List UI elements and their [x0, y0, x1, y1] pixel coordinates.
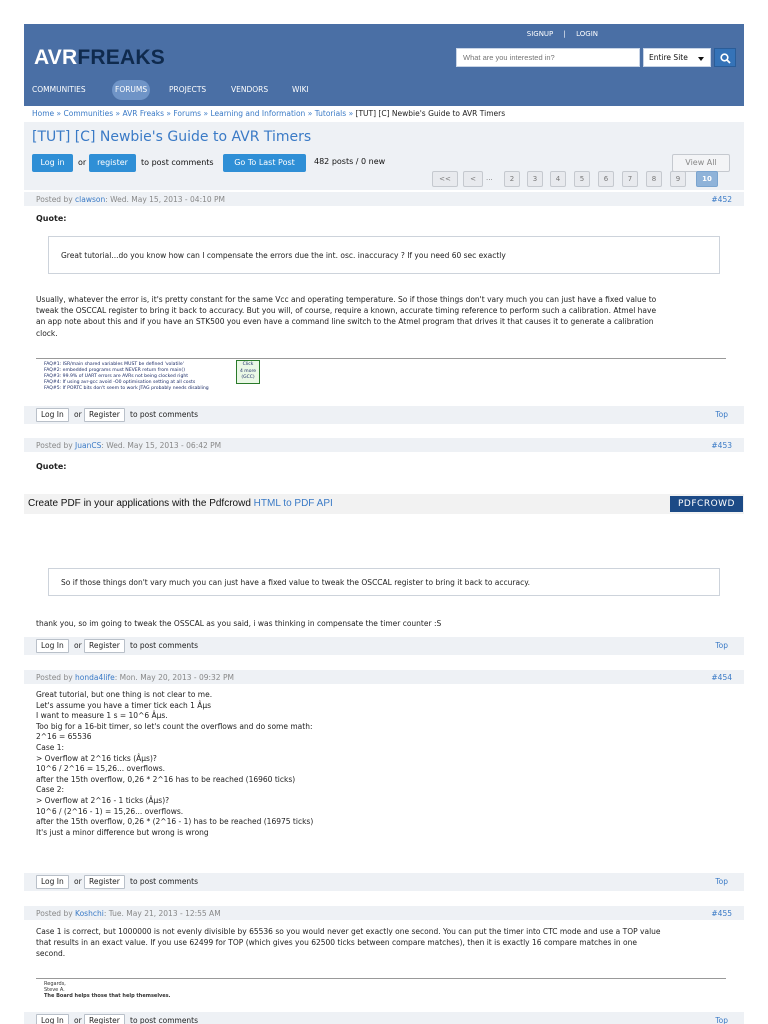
signature-motto: The Board helps those that help themselves. [44, 993, 171, 999]
posted-by-label: Posted by [36, 441, 73, 450]
register-button[interactable]: Register [84, 639, 125, 653]
post-body [36, 690, 736, 838]
signature-line: Steve A. [44, 987, 65, 993]
body-line: 10^6 / (2^16 - 1) = 15,26... overflows. [36, 806, 184, 816]
chevron-down-icon [698, 57, 704, 61]
breadcrumb-sep: » [348, 109, 354, 118]
or-label: or [74, 877, 82, 886]
body-line: It's just a minor difference but wrong is wrong [36, 827, 209, 837]
top-link[interactable]: Top [715, 1016, 728, 1024]
post-body [36, 294, 736, 339]
search-scope-value: Entire Site [649, 53, 688, 62]
author-link[interactable]: JuanCS [75, 441, 102, 450]
body-line: Case 2: [36, 785, 65, 795]
page-first[interactable]: << [432, 171, 458, 187]
search-icon [720, 53, 731, 64]
page-4[interactable]: 4 [550, 171, 566, 187]
or-label: or [74, 641, 82, 650]
nav-vendors[interactable]: VENDORS [231, 85, 269, 94]
site-header [24, 24, 744, 106]
nav-wiki[interactable]: WIKI [292, 85, 309, 94]
body-line: second. [36, 949, 66, 959]
pdf-banner-text [28, 498, 333, 509]
breadcrumb-sep: » [56, 109, 62, 118]
body-line: Let's assume you have a timer tick each 1 Âµs [36, 700, 212, 710]
nav-communities[interactable]: COMMUNITIES [32, 85, 86, 94]
page-10-current[interactable]: 10 [696, 171, 718, 187]
author-link[interactable]: Koshchi [75, 909, 104, 918]
signature [44, 981, 171, 999]
faq-click-box[interactable] [236, 360, 260, 384]
breadcrumb-sep: » [115, 109, 121, 118]
body-line: 10^6 / 2^16 = 15,26... overflows. [36, 764, 166, 774]
login-button[interactable]: Log In [36, 408, 69, 422]
posted-by-label: Posted by [36, 195, 73, 204]
faq-line: FAQ#3: 99.9% of UART errors are AVRs not being clocked right [44, 374, 189, 379]
quote-block: Great tutorial...do you know how can I compensate the errors due the int. osc. inaccuracy ? If you need 60 sec exactly [48, 236, 720, 274]
body-line: tweak the OSCCAL register to bring it back to accuracy. But you will, of course, require a known, accurate timing reference to perform such a calibration. Atmel have [36, 306, 657, 316]
page-2[interactable]: 2 [504, 171, 520, 187]
post-date: : Tue. May 21, 2013 - 12:55 AM [103, 909, 221, 918]
top-link[interactable]: Top [715, 877, 728, 886]
post-footer [24, 1012, 744, 1024]
body-line: Case 1: [36, 742, 65, 752]
or-label: or [78, 158, 87, 167]
search-button[interactable] [714, 48, 736, 67]
login-button[interactable]: Log In [36, 1014, 69, 1024]
post-number-link[interactable]: #453 [711, 441, 732, 450]
quote-label: Quote: [36, 462, 67, 471]
login-button[interactable]: Log In [36, 639, 69, 653]
breadcrumb-sep: » [166, 109, 171, 118]
posted-by-label: Posted by [36, 673, 73, 682]
breadcrumb-current: [TUT] [C] Newbie's Guide to AVR Timers [355, 109, 506, 118]
faq-line: FAQ#1: ISR/main shared variables MUST be defined 'volatile' [44, 362, 184, 367]
faq-click-line: (GCC) [241, 375, 255, 380]
post-footer [24, 873, 744, 891]
signup-link[interactable]: SIGNUP [526, 30, 554, 38]
body-line: Too big for a 16-bit timer, so let's count the overflows and do some math: [36, 721, 313, 731]
post-number-link[interactable]: #455 [711, 909, 732, 918]
login-link[interactable]: LOGIN [576, 30, 598, 38]
page-5[interactable]: 5 [574, 171, 590, 187]
faq-line: FAQ#2: embedded programs must NEVER return from main() [44, 368, 186, 373]
body-line: thank you, so im going to tweak the OSSCAL as you said, i was thinking in compensate the timer counter :S [36, 619, 442, 628]
separator: | [563, 30, 566, 38]
faq-click-line: Click [242, 362, 254, 367]
post-body [36, 926, 736, 960]
page-ellipsis: ... [486, 174, 493, 182]
login-button[interactable]: Log in [32, 154, 73, 172]
author-link[interactable]: honda4life [75, 673, 115, 682]
post-number-link[interactable]: #452 [711, 195, 732, 204]
body-line: after the 15th overflow, 0,26 * 2^16 has to be reached (16960 ticks) [36, 774, 296, 784]
or-label: or [74, 410, 82, 419]
post-meta [24, 670, 744, 684]
nav-projects[interactable]: PROJECTS [169, 85, 207, 94]
breadcrumb-communities[interactable]: Communities [63, 109, 114, 118]
posts-count: 482 posts / 0 new [314, 157, 386, 166]
signature-faq [44, 362, 234, 392]
body-line: > Overflow at 2^16 ticks (Âµs)? [36, 753, 157, 763]
signature-line: Regards, [44, 981, 66, 987]
post-footer [24, 637, 744, 655]
signature-divider [36, 358, 726, 359]
breadcrumb-tutorials[interactable]: Tutorials [314, 109, 347, 118]
body-line: Case 1 is correct, but 1000000 is not evenly divisible by 65536 so you would never get exactly one second. You can put the timer into CTC mode and use a TOP value [36, 927, 661, 936]
site-logo[interactable]: AVRFREAKS [34, 46, 165, 69]
last-post-button[interactable]: Go To Last Post [223, 154, 306, 172]
account-links [523, 30, 602, 38]
body-line: clock. [36, 328, 58, 338]
faq-line: FAQ#4: If using avr-gcc avoid -O0 optimisation setting at all costs [44, 380, 196, 385]
pdf-api-link[interactable]: HTML to PDF API [253, 498, 333, 509]
page-prev[interactable]: < [463, 171, 483, 187]
page-3[interactable]: 3 [527, 171, 543, 187]
page-title: [TUT] [C] Newbie's Guide to AVR Timers [32, 129, 312, 145]
post-comments-label: to post comments [130, 1016, 199, 1024]
register-button[interactable]: Register [84, 408, 125, 422]
signature-divider [36, 978, 726, 979]
breadcrumb-avr-freaks[interactable]: AVR Freaks [122, 109, 165, 118]
breadcrumb [32, 109, 505, 118]
search-scope-select[interactable] [643, 48, 711, 67]
breadcrumb-sep: » [203, 109, 209, 118]
pdf-banner-label: Create PDF in your applications with the Pdfcrowd [28, 498, 251, 509]
post-meta [24, 906, 744, 920]
or-label: or [74, 1016, 82, 1024]
author-link[interactable]: clawson [75, 195, 106, 204]
body-line: 2^16 = 65536 [36, 732, 92, 742]
breadcrumb-sep: » [307, 109, 313, 118]
post-comments-label: to post comments [130, 410, 199, 419]
register-button[interactable]: Register [84, 1014, 125, 1024]
breadcrumb-forums[interactable]: Forums [173, 109, 202, 118]
post-meta [24, 192, 744, 206]
faq-line: FAQ#5: If PORTC bits don't seem to work JTAG probably needs disabling [44, 386, 209, 391]
posted-by-label: Posted by [36, 909, 73, 918]
quote-label: Quote: [36, 214, 67, 223]
register-button[interactable]: register [89, 154, 136, 172]
top-link[interactable]: Top [715, 641, 728, 650]
nav-forums[interactable]: FORUMS [112, 80, 150, 100]
post-number-link[interactable]: #454 [711, 673, 732, 682]
body-line: Great tutorial, but one thing is not clear to me. [36, 690, 213, 699]
top-link[interactable]: Top [715, 410, 728, 419]
faq-click-line: 4 more [240, 368, 256, 374]
post-date: : Mon. May 20, 2013 - 09:32 PM [114, 673, 234, 682]
pagination [432, 171, 732, 189]
post-date: : Wed. May 15, 2013 - 06:42 PM [101, 441, 222, 450]
body-line: that results in an exact value. If you use 62499 for TOP (which gives you 62500 ticks between compare matches), then it is exactly 16 compare matches in one [36, 938, 638, 948]
post-comments-label: to post comments [130, 641, 199, 650]
breadcrumb-learning[interactable]: Learning and Information [210, 109, 306, 118]
post-body [36, 618, 736, 629]
breadcrumb-home[interactable]: Home [32, 109, 55, 118]
page-9[interactable]: 9 [670, 171, 686, 187]
post-date: : Wed. May 15, 2013 - 04:10 PM [105, 195, 226, 204]
register-button[interactable]: Register [84, 875, 125, 889]
search-input[interactable] [456, 48, 640, 67]
body-line: > Overflow at 2^16 - 1 ticks (Âµs)? [36, 795, 170, 805]
page-6[interactable]: 6 [598, 171, 614, 187]
body-line: after the 15th overflow, 0,26 * (2^16 - 1) has to be reached (16975 ticks) [36, 817, 314, 827]
view-all-button[interactable]: View All [672, 154, 730, 172]
post-comments-label: to post comments [141, 158, 214, 167]
body-line: an app note about this and if you have an STK500 you even have a command line switch to the Atmel program that drives it that causes it to generate a calibration [36, 317, 654, 327]
page-7[interactable]: 7 [622, 171, 638, 187]
post-meta [24, 438, 744, 452]
post-comments-label: to post comments [130, 877, 199, 886]
login-button[interactable]: Log In [36, 875, 69, 889]
post-footer [24, 406, 744, 424]
body-line: Usually, whatever the error is, it's pretty constant for the same Vcc and operating temperature. So if those things don't vary much you can just have a fixed value to [36, 295, 657, 304]
page-8[interactable]: 8 [646, 171, 662, 187]
pdfcrowd-badge[interactable]: PDFCROWD [670, 496, 743, 512]
quote-block: So if those things don't vary much you can just have a fixed value to tweak the OSCCAL register to bring it back to accuracy. [48, 568, 720, 596]
body-line: I want to measure 1 s = 10^6 Âµs. [36, 711, 168, 721]
